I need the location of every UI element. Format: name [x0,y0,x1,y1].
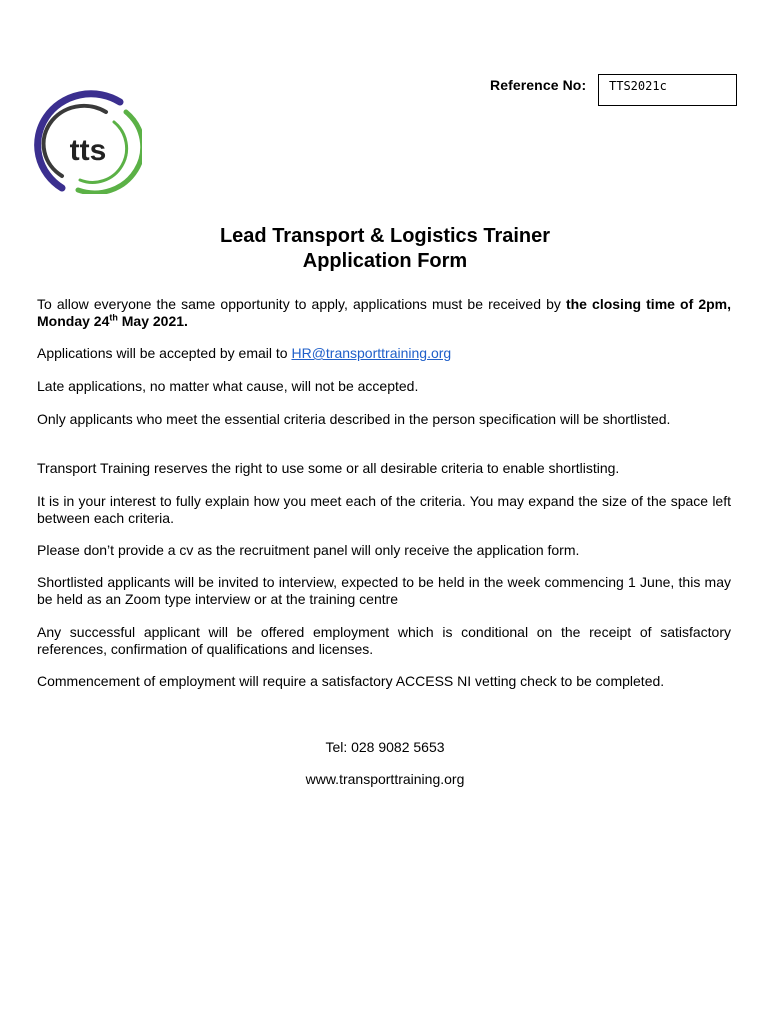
tts-logo [34,90,142,194]
reference-label: Reference No: [490,77,587,93]
tts-logo-graphic [34,90,142,194]
document-subtitle: Application Form [302,250,468,272]
reference-number-field[interactable]: TTS2021c [598,74,737,106]
email-intro-text: Applications will be accepted by email to [37,345,292,361]
date-ordinal: th [109,312,118,323]
hr-email-link[interactable]: HR@transporttraining.org [291,345,452,361]
logo-text: tts [69,134,107,167]
website-address: www.transporttraining.org [305,771,465,787]
interview-paragraph: Shortlisted applicants will be invited to interview, expected to be held in the week commencing 1 June, this may be held as an Zoom type interview or at the training centre [37,574,731,607]
closing-intro-text: To allow everyone the same opportunity to apply, applications must be received by [37,296,566,312]
explain-criteria-paragraph: It is in your interest to fully explain how you meet each of the criteria. You may expand the size of the space left between each criteria. [37,493,731,526]
reserves-right-paragraph: Transport Training reserves the right to use some or all desirable criteria to enable shortlisting. [37,460,620,476]
email-paragraph [37,345,731,362]
offer-conditions-paragraph: Any successful applicant will be offered employment which is conditional on the receipt of satisfactory references, confirmation of qualifications and licenses. [37,624,731,657]
no-cv-paragraph: Please don’t provide a cv as the recruitment panel will only receive the application form. [37,542,580,558]
late-applications-paragraph: Late applications, no matter what cause, will not be accepted. [37,378,419,394]
telephone-number: Tel: 028 9082 5653 [325,739,445,755]
closing-date-bold: May 2021. [117,313,188,329]
shortlist-criteria-paragraph: Only applicants who meet the essential criteria described in the person specification will be shortlisted. [37,411,671,427]
document-title: Lead Transport & Logistics Trainer [219,225,551,247]
vetting-paragraph: Commencement of employment will require a satisfactory ACCESS NI vetting check to be completed. [37,673,665,689]
closing-time-paragraph [37,296,731,330]
closing-time-bold: the closing time of 2pm, Monday 24 [37,296,731,329]
